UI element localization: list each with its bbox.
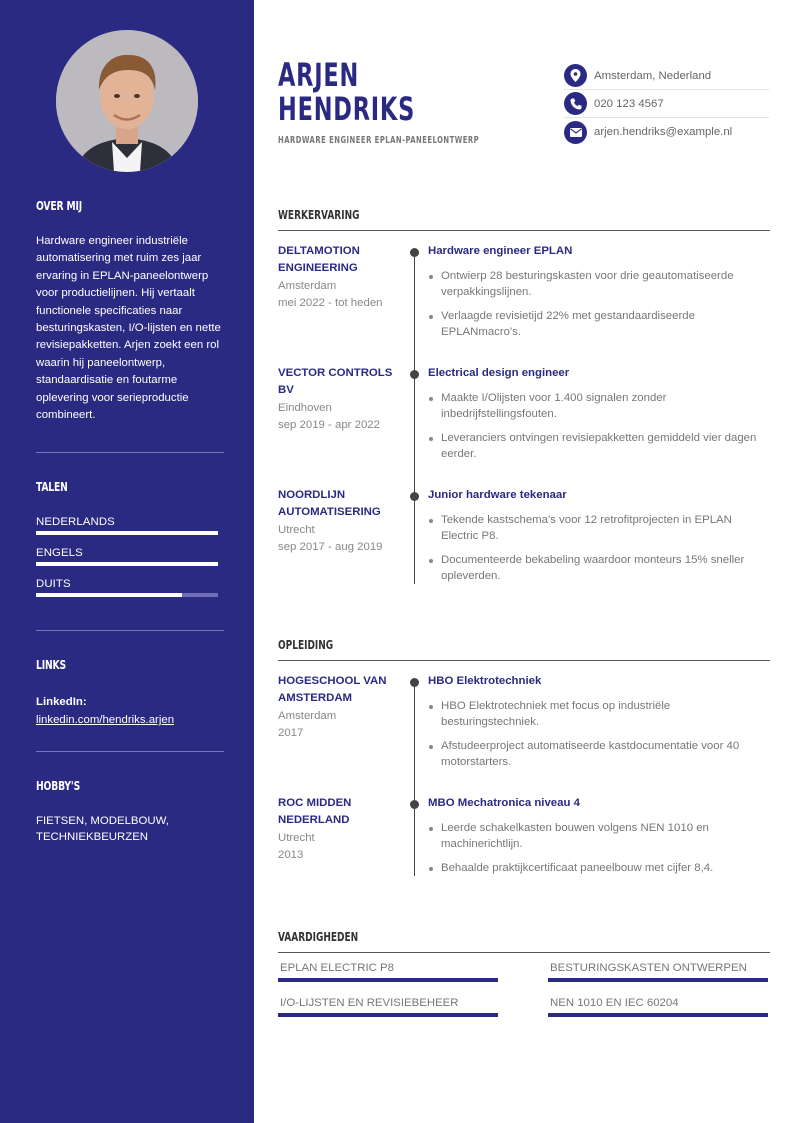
divider (36, 630, 224, 631)
language-name: DUITS (36, 578, 71, 590)
language-name: NEDERLANDS (36, 516, 115, 528)
employment-period: sep 2017 - aug 2019 (278, 541, 383, 554)
timeline-dot (410, 248, 419, 257)
education-heading (278, 636, 770, 661)
contact-email (564, 118, 769, 146)
location-text: Amsterdam, Nederland (594, 69, 712, 82)
hobbies-text: FIETSEN, MODELBOUW, TECHNIEKBEURZEN (36, 815, 169, 843)
school: ROC MIDDEN NEDERLAND (278, 797, 352, 827)
divider (36, 452, 224, 453)
contact-location (564, 62, 769, 90)
graduation-year: 2017 (278, 727, 304, 740)
contact-block (564, 62, 769, 146)
achievement-bullet: Ontwierp 28 besturingskasten voor drie geautomatiseerde verpakkingslijnen. (428, 268, 770, 300)
links-heading: LINKS (36, 657, 66, 672)
employment-period: sep 2019 - apr 2022 (278, 419, 380, 432)
email-text: arjen.hendriks@example.nl (594, 126, 733, 138)
language-level-bar (36, 531, 218, 535)
skills-heading (278, 928, 770, 953)
position-title: Hardware engineer EPLAN (428, 245, 573, 257)
skill-bar (278, 978, 498, 982)
skill-name: BESTURINGSKASTEN ONTWERPEN (550, 962, 747, 974)
skill-bar (548, 1013, 768, 1017)
timeline-dot (410, 492, 419, 501)
about-section (36, 198, 224, 424)
languages-section (36, 479, 224, 609)
language-level-fill (36, 562, 218, 566)
employer: DELTAMOTION ENGINEERING (278, 245, 360, 275)
linkedin-link[interactable]: linkedin.com/hendriks.arjen (36, 714, 175, 726)
sidebar (0, 0, 254, 1123)
achievement-bullet: Verlaagde revisietijd 22% met gestandaardiseerde EPLANmacro's. (428, 308, 770, 340)
timeline-line (414, 250, 415, 584)
experience-heading-text: WERKERVARING (278, 207, 360, 222)
map-pin-icon (564, 64, 587, 87)
achievement-bullet: Documenteerde bekabeling waardoor monteurs 15% sneller opleverden. (428, 552, 770, 584)
language-item (36, 547, 224, 566)
employer-location: Eindhoven (278, 401, 332, 414)
skill-bar (548, 978, 768, 982)
about-heading: OVER MIJ (36, 198, 83, 213)
skill-item (278, 962, 498, 982)
skill-name: EPLAN ELECTRIC P8 (280, 962, 394, 974)
timeline-dot (410, 800, 419, 809)
employer-location: Utrecht (278, 523, 315, 536)
language-level-fill (36, 593, 182, 597)
position-title: Electrical design engineer (428, 367, 570, 379)
employer: NOORDLIJN AUTOMATISERING (278, 489, 381, 519)
graduation-year: 2013 (278, 849, 304, 862)
education-timeline (278, 673, 770, 877)
education-bullet: Afstudeerproject automatiseerde kastdocumentatie voor 40 motorstarters. (428, 738, 770, 770)
timeline-dot (410, 678, 419, 687)
education-bullet: Behaalde praktijkcertificaat paneelbouw met cijfer 8,4. (428, 860, 770, 876)
links-section (36, 657, 224, 728)
skill-name: NEN 1010 EN IEC 60204 (550, 997, 679, 1009)
phone-icon (564, 92, 587, 115)
skill-name: I/O-LIJSTEN EN REVISIEBEHEER (280, 997, 459, 1009)
experience-heading (278, 206, 770, 231)
language-item (36, 516, 224, 535)
first-name: ARJEN (278, 56, 360, 94)
employment-period: mei 2022 - tot heden (278, 297, 383, 310)
experience-timeline (278, 243, 770, 583)
language-level-fill (36, 531, 218, 535)
achievement-bullet: Leveranciers ontvingen revisiepakketten gemiddeld vier dagen eerder. (428, 430, 770, 462)
education-bullet: HBO Elektrotechniek met focus op industriële besturingstechniek. (428, 698, 770, 730)
envelope-icon (564, 121, 587, 144)
job-title: HARDWARE ENGINEER EPLAN-PANEELONTWERP (278, 135, 480, 146)
timeline-dot (410, 370, 419, 379)
divider (36, 751, 224, 752)
school-location: Amsterdam (278, 709, 337, 722)
languages-heading: TALEN (36, 479, 68, 494)
about-text: Hardware engineer industriële automatisering met ruim zes jaar ervaring in EPLAN-paneelontwerp voor productielijnen. Hij vertaalt functionele specificaties naar besturingskasten, I/O-lijsten en nette revisiepakketten. Arjen zoekt een rol waarin hij paneelontwerp, standaardisatie en foutarme oplevering voor serieproductie combineert. (36, 235, 221, 422)
position-title: Junior hardware tekenaar (428, 489, 567, 501)
school-location: Utrecht (278, 831, 315, 844)
linkedin-label: LinkedIn: (36, 696, 87, 708)
skill-item (548, 962, 768, 982)
main-content (254, 0, 794, 1123)
profile-photo (56, 30, 198, 172)
education-bullet: Leerde schakelkasten bouwen volgens NEN 1010 en machinerichtlijn. (428, 820, 770, 852)
language-list (36, 516, 224, 597)
hobbies-section (36, 778, 224, 845)
phone-text: 020 123 4567 (594, 97, 664, 110)
employer: VECTOR CONTROLS BV (278, 367, 393, 397)
language-level-bar (36, 562, 218, 566)
achievement-bullet: Tekende kastschema's voor 12 retrofitprojecten in EPLAN Electric P8. (428, 512, 770, 544)
timeline-line (414, 680, 415, 876)
school: HOGESCHOOL VAN AMSTERDAM (278, 675, 387, 705)
skills-heading-text: VAARDIGHEDEN (278, 929, 359, 944)
language-level-bar (36, 593, 218, 597)
employer-location: Amsterdam (278, 279, 337, 292)
language-item (36, 578, 224, 597)
skill-item (548, 997, 768, 1017)
degree-title: HBO Elektrotechniek (428, 675, 542, 687)
skill-item (278, 997, 498, 1017)
degree-title: MBO Mechatronica niveau 4 (428, 797, 580, 809)
skill-bar (278, 1013, 498, 1017)
education-heading-text: OPLEIDING (278, 637, 334, 652)
candidate-name (278, 58, 415, 126)
hobbies-heading: HOBBY'S (36, 778, 81, 793)
language-name: ENGELS (36, 547, 83, 559)
achievement-bullet: Maakte I/Olijsten voor 1.400 signalen zonder inbedrijfstellingsfouten. (428, 390, 770, 422)
contact-phone (564, 90, 769, 118)
last-name: HENDRIKS (278, 90, 416, 128)
